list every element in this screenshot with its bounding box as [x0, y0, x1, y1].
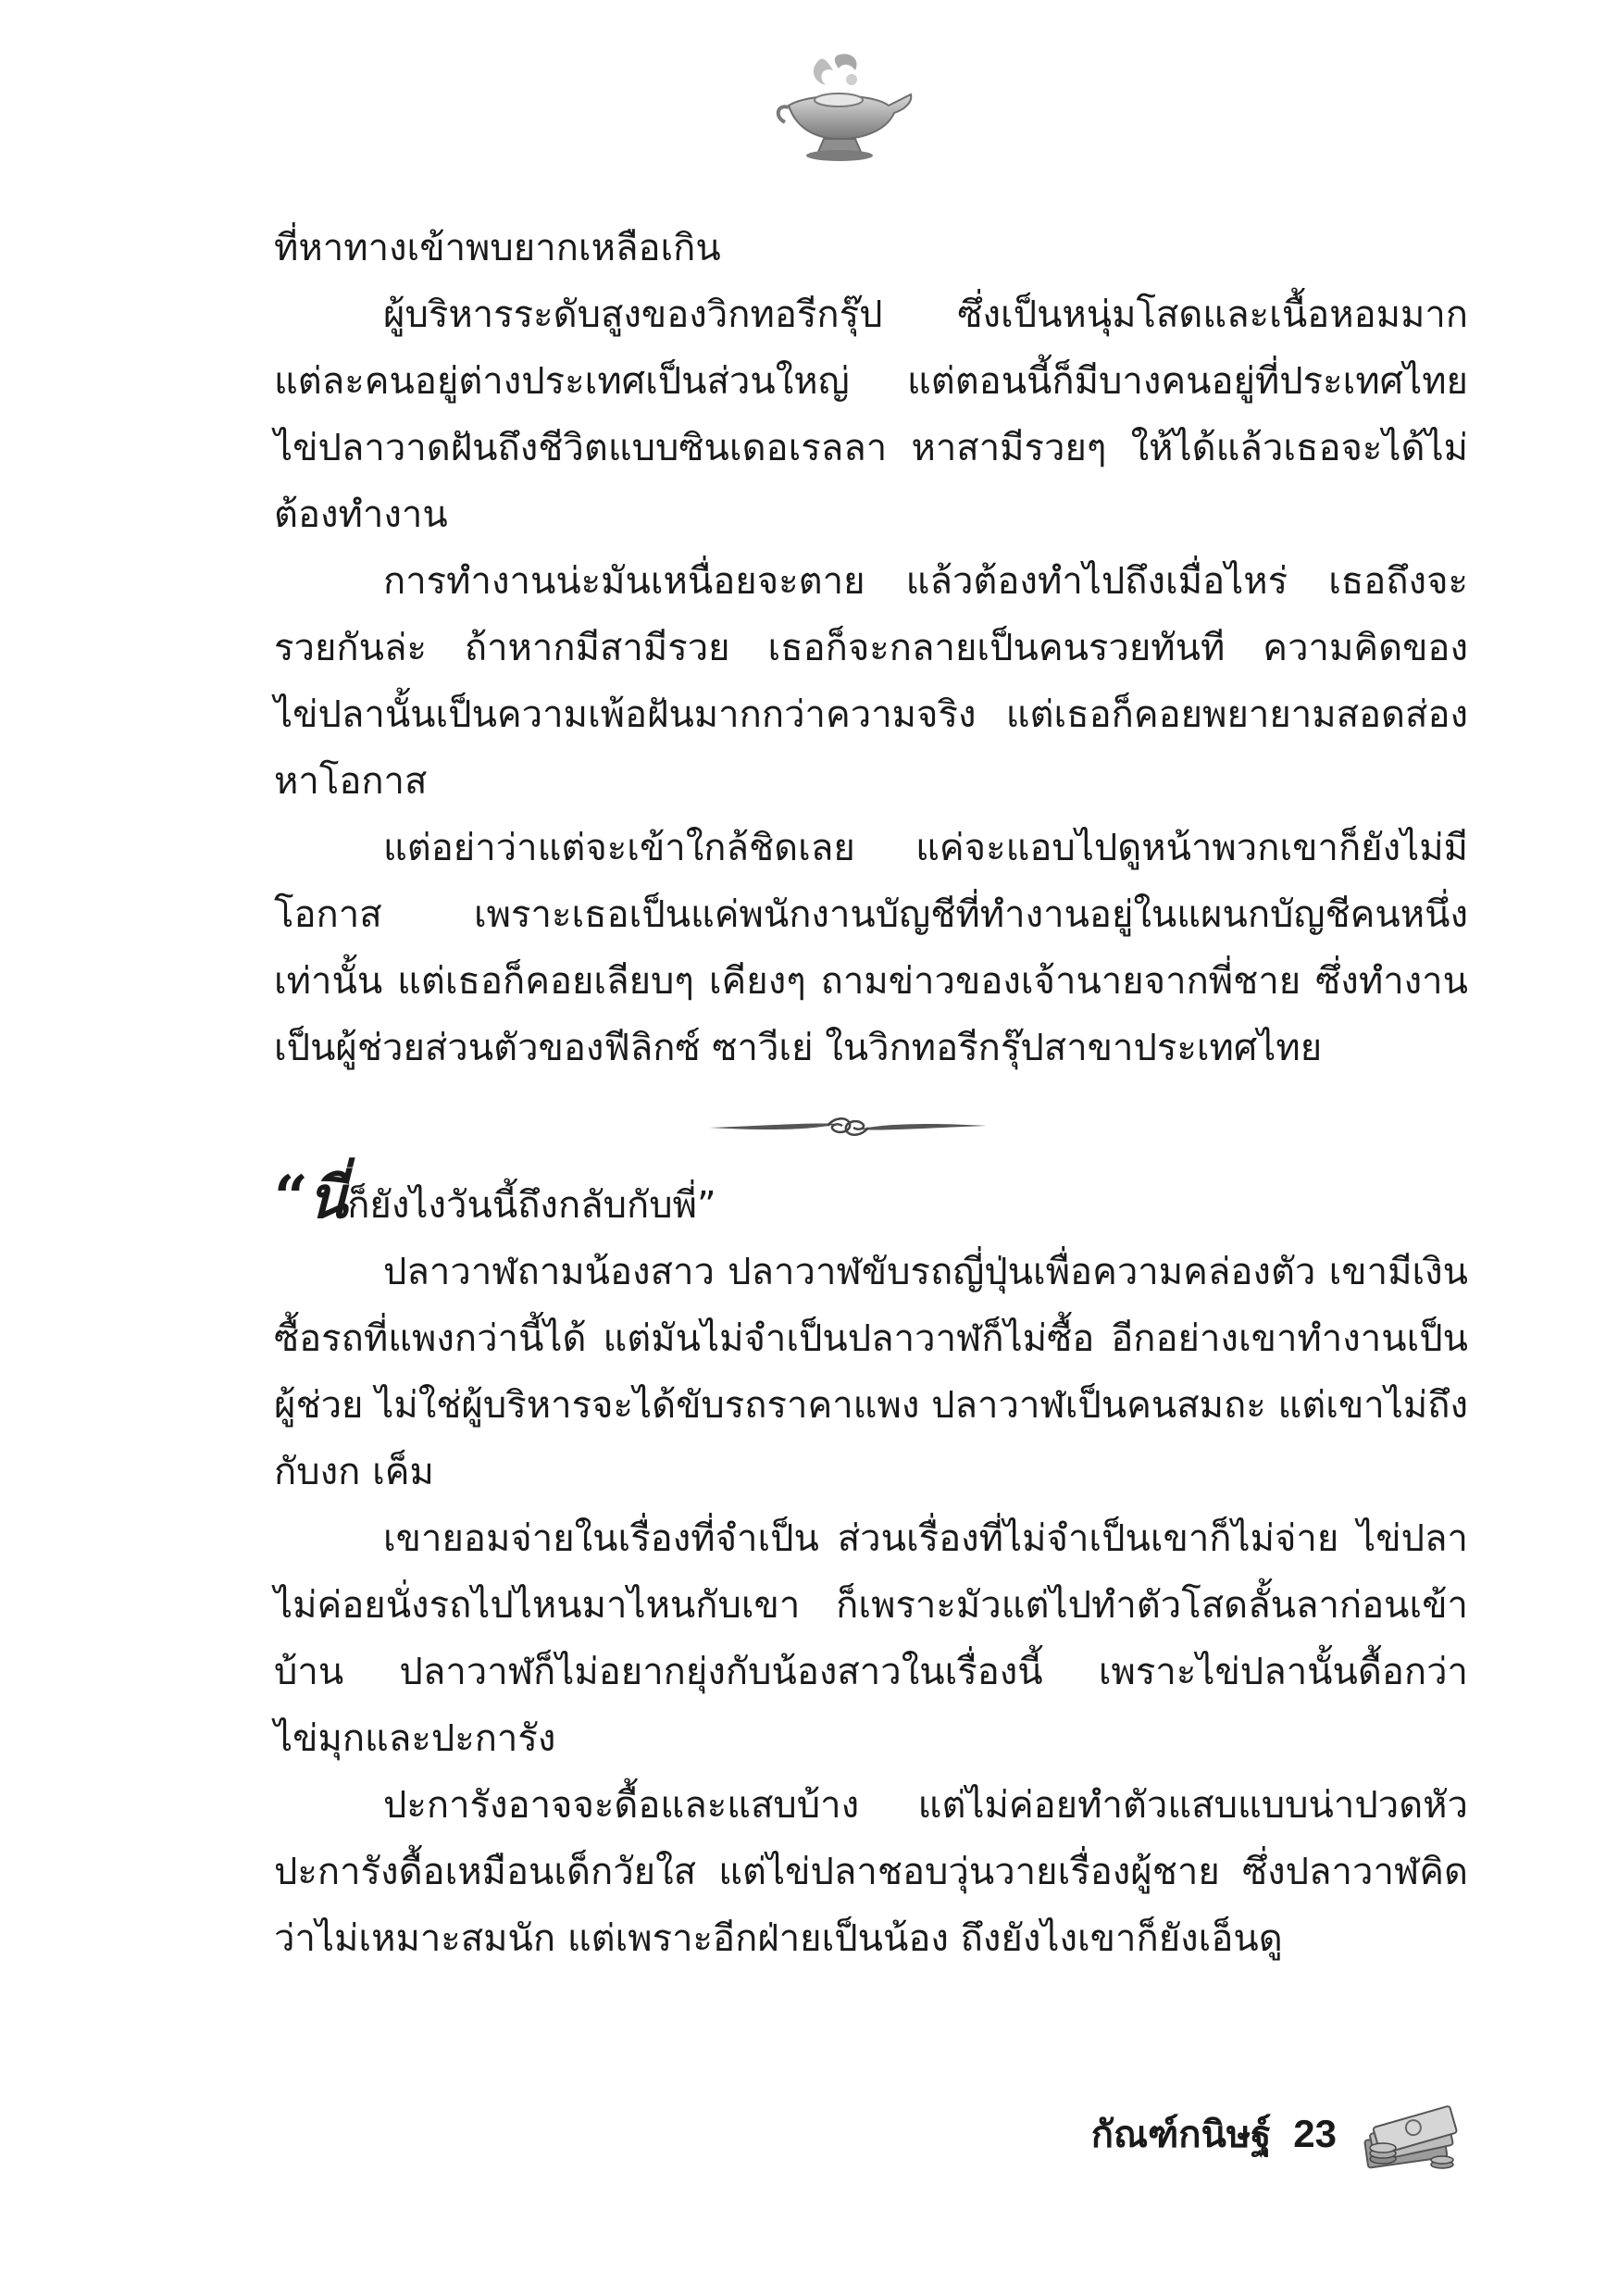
section-divider [274, 1081, 1468, 1170]
paragraph: ปะการังอาจจะดื้อและแสบบ้าง แต่ไม่ค่อยทำตัวแสบแบบน่าปวดหัว ปะการังดื้อเหมือนเด็กวัยใส แต่ไข่ปลาชอบวุ่นวายเรื่องผู้ชาย ซึ่งปลาวาฬคิดว่าไม่เหมาะสมนัก แต่เพราะอีกฝ่ายเป็นน้อง ถึงยังไงเขาก็ยังเอ็นดู [274, 1784, 1468, 1960]
flourish-divider-icon [709, 1113, 987, 1141]
paragraphs-top [274, 215, 1468, 1081]
paragraph: ผู้บริหารระดับสูงของวิกทอรีกรุ๊ป ซึ่งเป็นหนุ่มโสดและเนื้อหอมมาก แต่ละคนอยู่ต่างประเทศเป็นส่วนใหญ่ แต่ตอนนี้ก็มีบางคนอยู่ที่ประเทศไทย ไข่ปลาวาดฝันถึงชีวิตแบบซินเดอเรลลา หาสามีรวยๆ ให้ได้แล้วเธอจะได้ไม่ต้องทำงาน [274, 293, 1468, 536]
money-stack-icon [1359, 2094, 1461, 2174]
dialogue-line [274, 1163, 1468, 1239]
dialogue-text: ก็ยังไงวันนี้ถึงกลับกับพี่” [347, 1184, 716, 1227]
drop-word: นี่ [307, 1164, 348, 1231]
paragraph: การทำงานน่ะมันเหนื่อยจะตาย แล้วต้องทำไปถึงเมื่อไหร่ เธอถึงจะรวยกันล่ะ ถ้าหากมีสามีรวย เธอก็จะกลายเป็นคนรวยทันที ความคิดของไข่ปลานั้นเป็นความเพ้อฝันมากกว่าความจริง แต่เธอก็คอยพยายามสอดส่องหาโอกาส [274, 560, 1468, 803]
page-footer [1091, 2094, 1461, 2174]
page-number: 23 [1293, 2112, 1337, 2155]
body-text [274, 215, 1468, 1972]
paragraph: ที่หาทางเข้าพบยากเหลือเกิน [274, 227, 721, 269]
genie-lamp-icon [772, 48, 918, 167]
paragraph: ปลาวาฬถามน้องสาว ปลาวาฬขับรถญี่ปุ่นเพื่อความคล่องตัว เขามีเงินซื้อรถที่แพงกว่านี้ได้ แต่มันไม่จำเป็นปลาวาฬก็ไม่ซื้อ อีกอย่างเขาทำงานเป็นผู้ช่วย ไม่ใช่ผู้บริหารจะได้ขับรถราคาแพง ปลาวาฬเป็นคนสมถะ แต่เขาไม่ถึงกับงก เค็ม [274, 1251, 1468, 1493]
book-title: กัณฑ์กนิษฐ์ [1090, 2114, 1272, 2156]
paragraph: เขายอมจ่ายในเรื่องที่จำเป็น ส่วนเรื่องที่ไม่จำเป็นเขาก็ไม่จ่าย ไข่ปลาไม่ค่อยนั่งรถไปไหนมาไหนกับเขา ก็เพราะมัวแต่ไปทำตัวโสดลั้นลาก่อนเข้าบ้าน ปลาวาฬก็ไม่อยากยุ่งกับน้องสาวในเรื่องนี้ เพราะไข่ปลานั้นดื้อกว่าไข่มุกและปะการัง [274, 1517, 1468, 1760]
paragraph: แต่อย่าว่าแต่จะเข้าใกล้ชิดเลย แค่จะแอบไปดูหน้าพวกเขาก็ยังไม่มีโอกาส เพราะเธอเป็นแค่พนักงานบัญชีที่ทำงานอยู่ในแผนกบัญชีคนหนึ่งเท่านั้น แต่เธอก็คอยเลียบๆ เคียงๆ ถามข่าวของเจ้านายจากพี่ชาย ซึ่งทำงานเป็นผู้ช่วยส่วนตัวของฟีลิกซ์ ซาวีเย่ ในวิกทอรีกรุ๊ปสาขาประเทศไทย [274, 827, 1468, 1069]
paragraphs-bottom [274, 1239, 1468, 1972]
open-quote-mark: “ [274, 1163, 308, 1232]
